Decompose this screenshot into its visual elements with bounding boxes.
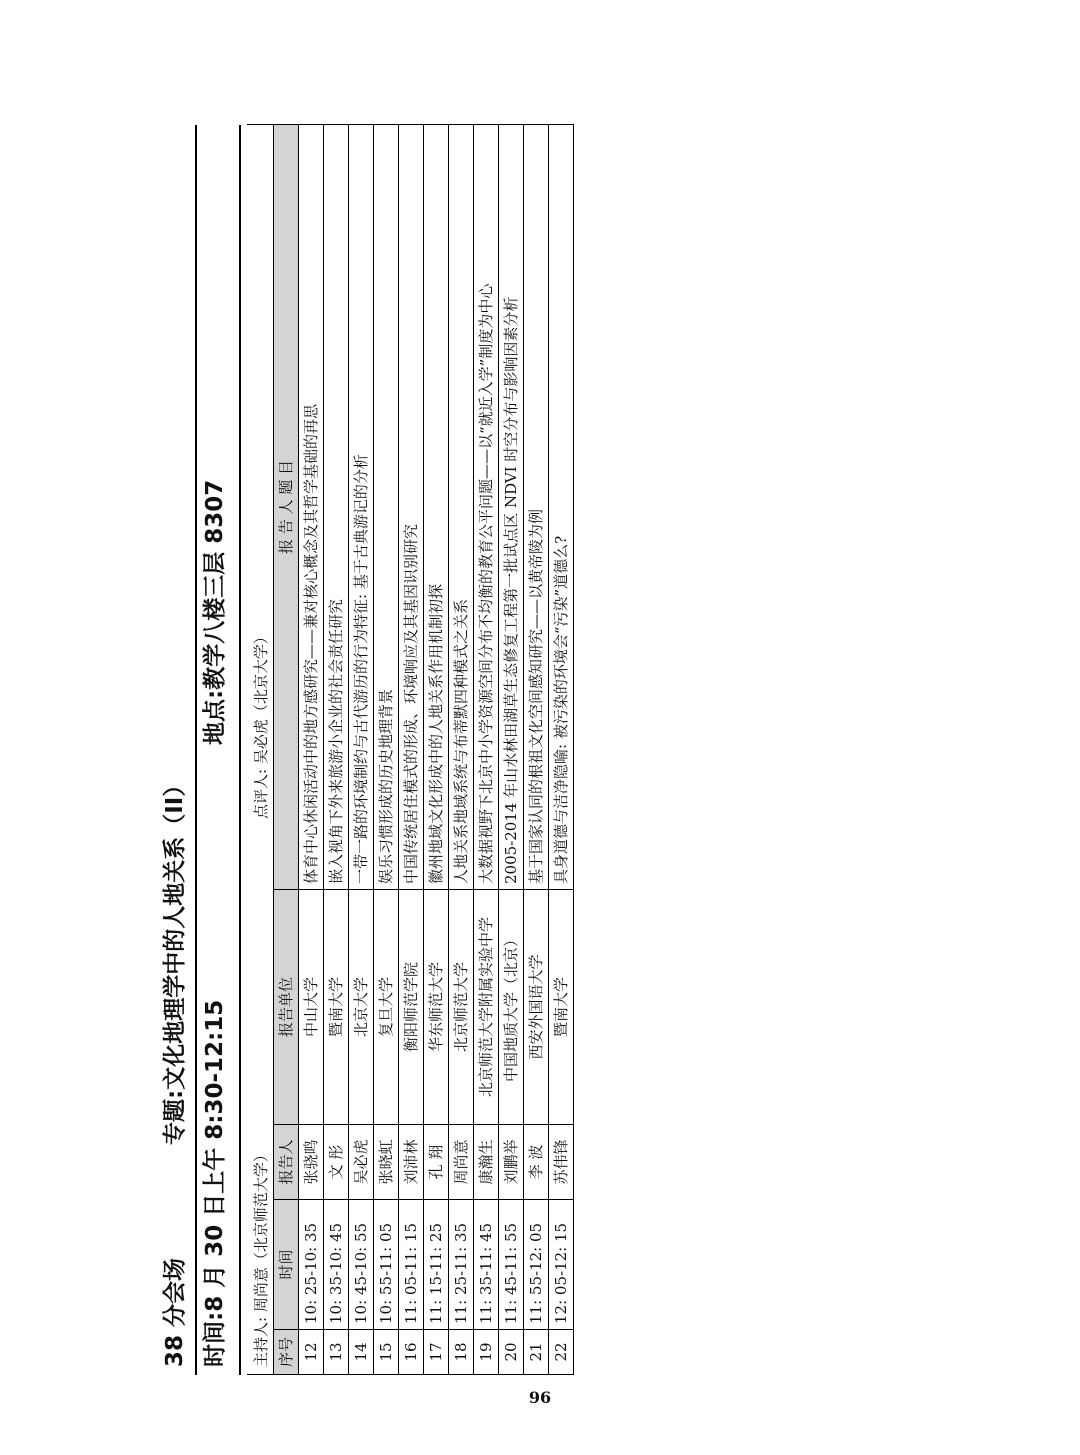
session-header-line1	[155, 125, 195, 1375]
row-speaker: 张骁鸣	[299, 1125, 324, 1200]
row-time: 11: 25-11: 35	[449, 1200, 474, 1330]
row-no: 19	[474, 1330, 499, 1375]
row-title: 一带一路的环境制约与古代游历的行为特征: 基于古典游记的分析	[349, 124, 374, 889]
commentator: 点评人: 吴必虎（北京大学）	[252, 629, 270, 819]
row-no: 13	[324, 1330, 349, 1375]
row-time: 11: 55-12: 05	[524, 1200, 549, 1330]
row-time: 12: 05-12: 15	[549, 1200, 574, 1330]
row-time: 10: 55-11: 05	[374, 1200, 399, 1330]
row-time: 10: 45-10: 55	[349, 1200, 374, 1330]
header-divider	[195, 125, 197, 1375]
row-time: 11: 35-11: 45	[474, 1200, 499, 1330]
row-speaker: 张晓虹	[374, 1125, 399, 1200]
session-time: 时间:8 月 30 日上午 8:30-12:15	[202, 999, 228, 1367]
row-time: 11: 05-11: 15	[399, 1200, 424, 1330]
table-row	[349, 124, 374, 1374]
rotated-page-content	[155, 125, 655, 1375]
table-row	[399, 124, 424, 1374]
row-speaker: 周尚意	[449, 1125, 474, 1200]
row-time: 11: 15-11: 25	[424, 1200, 449, 1330]
row-affiliation: 北京师范大学附属实验中学	[474, 890, 499, 1125]
row-no: 20	[499, 1330, 524, 1375]
session-location: 地点:教学八楼三层 8307	[202, 479, 228, 745]
table-row	[474, 124, 499, 1374]
row-title: 2005-2014 年山水林田湖草生态修复工程第一批试点区 NDVI 时空分布与影响因素分析	[499, 124, 524, 889]
table-header	[274, 124, 299, 1374]
page-number: 96	[528, 1388, 552, 1407]
row-no: 21	[524, 1330, 549, 1375]
row-time: 10: 25-10: 35	[299, 1200, 324, 1330]
moderator: 主持人: 周尚意（北京师范大学）	[252, 1147, 270, 1367]
row-title: 体育中心休闲活动中的地方感研究——兼对核心概念及其哲学基础的再思	[299, 124, 324, 889]
row-no: 22	[549, 1330, 574, 1375]
col-header-no: 序号	[274, 1330, 299, 1375]
session-header-line2	[195, 125, 235, 1375]
row-title: 具身道德与洁净隐喻: 被污染的环境会“污染”道德么?	[549, 124, 574, 889]
row-title: 娱乐习惯形成的历史地理背景	[374, 124, 399, 889]
col-header-title: 报 告 人 题 目	[274, 124, 299, 889]
hosts-row	[247, 124, 274, 1374]
row-affiliation: 复旦大学	[374, 890, 399, 1125]
table-row	[549, 124, 574, 1374]
row-speaker: 文 彤	[324, 1125, 349, 1200]
row-affiliation: 北京大学	[349, 890, 374, 1125]
row-title: 基于国家认同的根祖文化空间感知研究——以黄帝陵为例	[524, 124, 549, 889]
row-affiliation: 中山大学	[299, 890, 324, 1125]
row-speaker: 刘沛林	[399, 1125, 424, 1200]
col-header-affiliation: 报告单位	[274, 890, 299, 1125]
row-affiliation: 暨南大学	[324, 890, 349, 1125]
schedule-table	[247, 124, 574, 1375]
header-rule	[239, 125, 241, 1375]
row-speaker: 孔 翔	[424, 1125, 449, 1200]
row-time: 11: 45-11: 55	[499, 1200, 524, 1330]
row-speaker: 吴必虎	[349, 1125, 374, 1200]
row-title: 大数据视野下北京中小学资源空间分布不均衡的教育公平问题——以“就近入学”制度为中心	[474, 124, 499, 889]
col-header-time: 时间	[274, 1200, 299, 1330]
row-title: 人地关系地域系统与布蒂默四种模式之关系	[449, 124, 474, 889]
table-row	[424, 124, 449, 1374]
table-row	[524, 124, 549, 1374]
table-row	[449, 124, 474, 1374]
session-venue: 38 分会场	[162, 1257, 188, 1367]
row-title: 中国传统居住模式的形成、环境响应及其基因识别研究	[399, 124, 424, 889]
row-speaker: 刘鹏举	[499, 1125, 524, 1200]
row-speaker: 李 波	[524, 1125, 549, 1200]
table-row	[299, 124, 324, 1374]
row-affiliation: 西安外国语大学	[524, 890, 549, 1125]
session-topic: 专题:文化地理学中的人地关系（II）	[162, 773, 188, 1145]
table-row	[499, 124, 524, 1374]
row-speaker: 康瀚生	[474, 1125, 499, 1200]
row-no: 16	[399, 1330, 424, 1375]
table-row	[374, 124, 399, 1374]
row-speaker: 苏伟锋	[549, 1125, 574, 1200]
row-affiliation: 北京师范大学	[449, 890, 474, 1125]
row-affiliation: 暨南大学	[549, 890, 574, 1125]
row-affiliation: 衡阳师范学院	[399, 890, 424, 1125]
row-no: 14	[349, 1330, 374, 1375]
row-affiliation: 华东师范大学	[424, 890, 449, 1125]
row-title: 徽州地域文化形成中的人地关系作用机制初探	[424, 124, 449, 889]
row-title: 嵌入视角下外来旅游小企业的社会责任研究	[324, 124, 349, 889]
row-affiliation: 中国地质大学（北京）	[499, 890, 524, 1125]
table-row	[324, 124, 349, 1374]
col-header-speaker: 报告人	[274, 1125, 299, 1200]
row-time: 10: 35-10: 45	[324, 1200, 349, 1330]
row-no: 12	[299, 1330, 324, 1375]
row-no: 17	[424, 1330, 449, 1375]
row-no: 18	[449, 1330, 474, 1375]
row-no: 15	[374, 1330, 399, 1375]
